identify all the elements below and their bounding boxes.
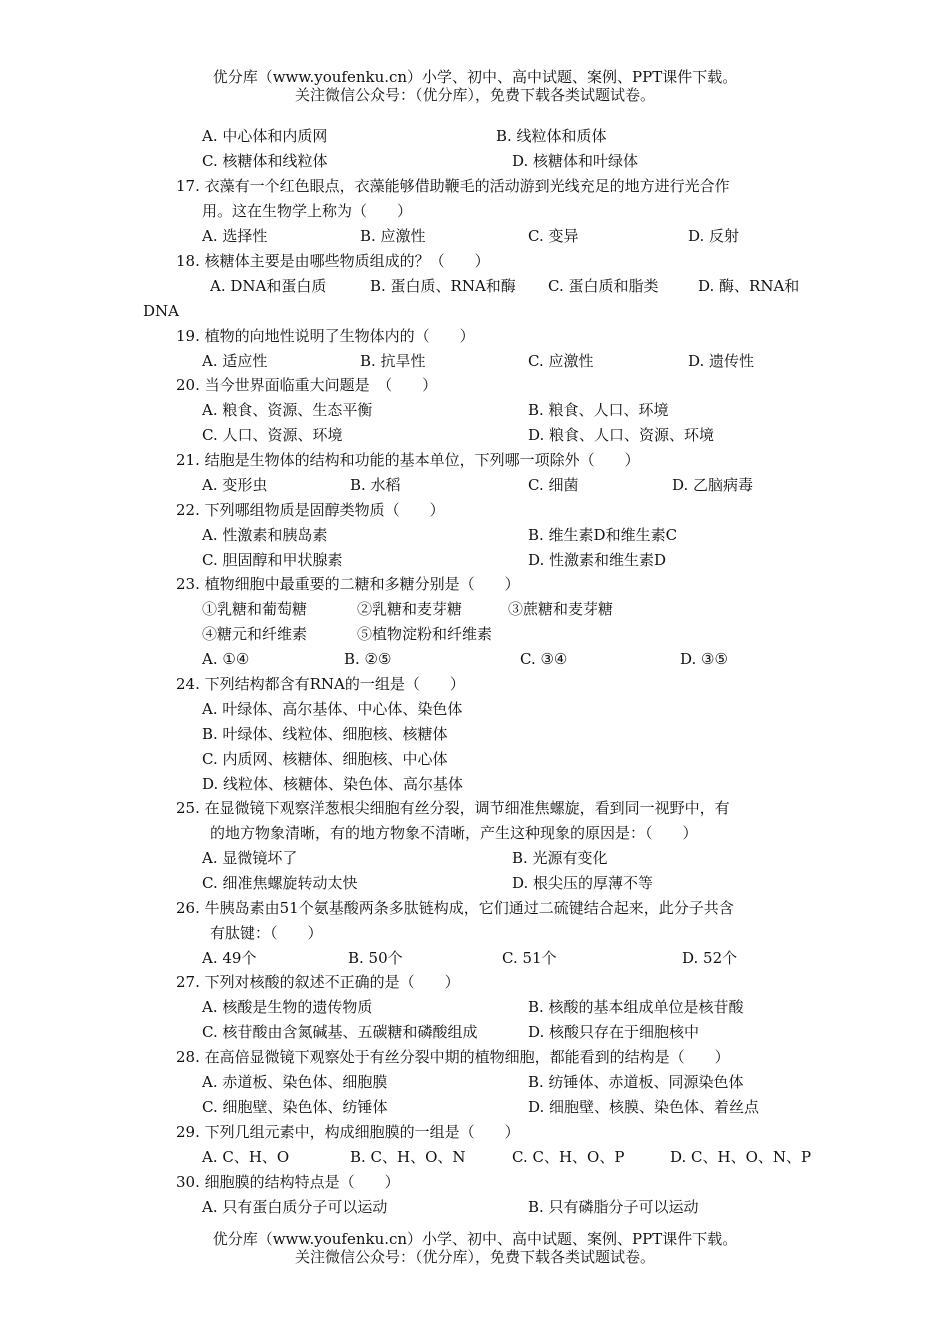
q20-option-d: D. 粮食、人口、资源、环境 bbox=[528, 426, 715, 444]
q24-option-a: A. 叶绿体、高尔基体、中心体、染色体 bbox=[202, 700, 463, 718]
q29-option-c: C. C、H、O、P bbox=[512, 1148, 625, 1166]
q28-option-d: D. 细胞壁、核膜、染色体、着丝点 bbox=[528, 1098, 760, 1116]
q26-stem: 26. 牛胰岛素由51个氨基酸两条多肽链构成，它们通过二硫键结合起来，此分子共含 bbox=[176, 899, 734, 917]
q19-option-a: A. 适应性 bbox=[202, 352, 268, 370]
q24-option-c: C. 内质网、核糖体、细胞核、中心体 bbox=[202, 750, 448, 768]
q25-option-d: D. 根尖压的厚薄不等 bbox=[512, 874, 654, 892]
q26-option-d: D. 52个 bbox=[682, 949, 738, 967]
q23-option-a: A. ①④ bbox=[202, 650, 250, 668]
q23-item-2: ②乳糖和麦芽糖 bbox=[357, 600, 463, 618]
q26-option-b: B. 50个 bbox=[348, 949, 403, 967]
q20-option-c: C. 人口、资源、环境 bbox=[202, 426, 343, 444]
q22-option-c: C. 胆固醇和甲状腺素 bbox=[202, 551, 343, 569]
q23-item-3: ③蔗糖和麦芽糖 bbox=[508, 600, 614, 618]
q21-option-b: B. 水稻 bbox=[350, 476, 401, 494]
q16-option-a: A. 中心体和内质网 bbox=[202, 127, 328, 145]
q20-stem: 20. 当今世界面临重大问题是 （ ） bbox=[176, 376, 438, 394]
q17-option-b: B. 应激性 bbox=[360, 227, 426, 245]
q18-option-d-cont: DNA bbox=[143, 302, 179, 320]
q25-stem: 25. 在显微镜下观察洋葱根尖细胞有丝分裂，调节细准焦螺旋，看到同一视野中，有 bbox=[176, 799, 730, 817]
q18-stem: 18. 核糖体主要是由哪些物质组成的？（ ） bbox=[176, 252, 490, 270]
q30-option-a: A. 只有蛋白质分子可以运动 bbox=[202, 1198, 388, 1216]
q27-stem: 27. 下列对核酸的叙述不正确的是（ ） bbox=[176, 973, 460, 991]
q17-option-c: C. 变异 bbox=[528, 227, 579, 245]
q25-option-b: B. 光源有变化 bbox=[512, 849, 608, 867]
q18-option-c: C. 蛋白质和脂类 bbox=[548, 277, 659, 295]
q30-option-b: B. 只有磷脂分子可以运动 bbox=[528, 1198, 699, 1216]
q22-option-b: B. 维生素D和维生素C bbox=[528, 526, 678, 544]
q16-option-b: B. 线粒体和质体 bbox=[496, 127, 607, 145]
q29-option-d: D. C、H、O、N、P bbox=[670, 1148, 812, 1166]
q21-option-c: C. 细菌 bbox=[528, 476, 579, 494]
q23-item-4: ④糖元和纤维素 bbox=[202, 625, 308, 643]
q20-option-a: A. 粮食、资源、生态平衡 bbox=[202, 401, 373, 419]
q18-option-d: D. 酶、RNA和 bbox=[698, 277, 800, 295]
q27-option-d: D. 核酸只存在于细胞核中 bbox=[528, 1023, 700, 1041]
q19-stem: 19. 植物的向地性说明了生物体内的（ ） bbox=[176, 327, 475, 345]
q24-option-d: D. 线粒体、核糖体、染色体、高尔基体 bbox=[202, 775, 464, 793]
q17-stem: 17. 衣藻有一个红色眼点，衣藻能够借助鞭毛的活动游到光线充足的地方进行光合作 bbox=[176, 177, 730, 195]
q26-stem-cont: 有肽键：（ ） bbox=[210, 924, 323, 942]
q17-stem-cont: 用。这在生物学上称为（ ） bbox=[202, 202, 413, 220]
q29-option-b: B. C、H、O、N bbox=[350, 1148, 466, 1166]
q25-option-c: C. 细准焦螺旋转动太快 bbox=[202, 874, 358, 892]
q18-option-b: B. 蛋白质、RNA和酶 bbox=[370, 277, 516, 295]
q21-option-a: A. 变形虫 bbox=[202, 476, 268, 494]
q27-option-b: B. 核酸的基本组成单位是核苷酸 bbox=[528, 998, 744, 1016]
q23-option-d: D. ③⑤ bbox=[680, 650, 728, 668]
page-footer-line-2: 关注微信公众号：（优分库），免费下载各类试题试卷。 bbox=[294, 1248, 655, 1266]
q24-option-b: B. 叶绿体、线粒体、细胞核、核糖体 bbox=[202, 725, 448, 743]
q28-option-a: A. 赤道板、染色体、细胞膜 bbox=[202, 1073, 388, 1091]
q23-item-1: ①乳糖和葡萄糖 bbox=[202, 600, 308, 618]
q17-option-d: D. 反射 bbox=[688, 227, 740, 245]
q22-option-a: A. 性激素和胰岛素 bbox=[202, 526, 328, 544]
q17-option-a: A. 选择性 bbox=[202, 227, 268, 245]
q28-option-c: C. 细胞壁、染色体、纺锤体 bbox=[202, 1098, 388, 1116]
q23-option-c: C. ③④ bbox=[520, 650, 568, 668]
q30-stem: 30. 细胞膜的结构特点是（ ） bbox=[176, 1173, 400, 1191]
q23-item-5: ⑤植物淀粉和纤维素 bbox=[357, 625, 493, 643]
q28-option-b: B. 纺锤体、赤道板、同源染色体 bbox=[528, 1073, 744, 1091]
q27-option-a: A. 核酸是生物的遗传物质 bbox=[202, 998, 373, 1016]
q28-stem: 28. 在高倍显微镜下观察处于有丝分裂中期的植物细胞，都能看到的结构是（ ） bbox=[176, 1048, 730, 1066]
q19-option-d: D. 遗传性 bbox=[688, 352, 755, 370]
q29-option-a: A. C、H、O bbox=[202, 1148, 290, 1166]
q18-option-a: A. DNA和蛋白质 bbox=[210, 277, 327, 295]
q16-option-d: D. 核糖体和叶绿体 bbox=[512, 152, 639, 170]
q26-option-a: A. 49个 bbox=[202, 949, 257, 967]
q19-option-b: B. 抗旱性 bbox=[360, 352, 426, 370]
q26-option-c: C. 51个 bbox=[502, 949, 557, 967]
q23-stem: 23. 植物细胞中最重要的二糖和多糖分别是（ ） bbox=[176, 575, 520, 593]
page-header-line-2: 关注微信公众号：（优分库），免费下载各类试题试卷。 bbox=[294, 86, 655, 104]
q20-option-b: B. 粮食、人口、环境 bbox=[528, 401, 669, 419]
q27-option-c: C. 核苷酸由含氮碱基、五碳糖和磷酸组成 bbox=[202, 1023, 478, 1041]
q19-option-c: C. 应激性 bbox=[528, 352, 594, 370]
q25-stem-cont: 的地方物象清晰，有的地方物象不清晰，产生这种现象的原因是：（ ） bbox=[210, 824, 698, 842]
q22-option-d: D. 性激素和维生素D bbox=[528, 551, 667, 569]
q23-option-b: B. ②⑤ bbox=[344, 650, 392, 668]
q21-stem: 21. 结胞是生物体的结构和功能的基本单位，下列哪一项除外（ ） bbox=[176, 451, 640, 469]
page-footer-line-1: 优分库（www.youfenku.cn）小学、初中、高中试题、案例、PPT课件下载。 bbox=[212, 1230, 738, 1248]
page-header-line-1: 优分库（www.youfenku.cn）小学、初中、高中试题、案例、PPT课件下载。 bbox=[212, 68, 738, 86]
q29-stem: 29. 下列几组元素中，构成细胞膜的一组是（ ） bbox=[176, 1123, 520, 1141]
q22-stem: 22. 下列哪组物质是固醇类物质（ ） bbox=[176, 501, 445, 519]
q25-option-a: A. 显微镜坏了 bbox=[202, 849, 298, 867]
q24-stem: 24. 下列结构都含有RNA的一组是（ ） bbox=[176, 675, 465, 693]
q16-option-c: C. 核糖体和线粒体 bbox=[202, 152, 328, 170]
q21-option-d: D. 乙脑病毒 bbox=[672, 476, 754, 494]
